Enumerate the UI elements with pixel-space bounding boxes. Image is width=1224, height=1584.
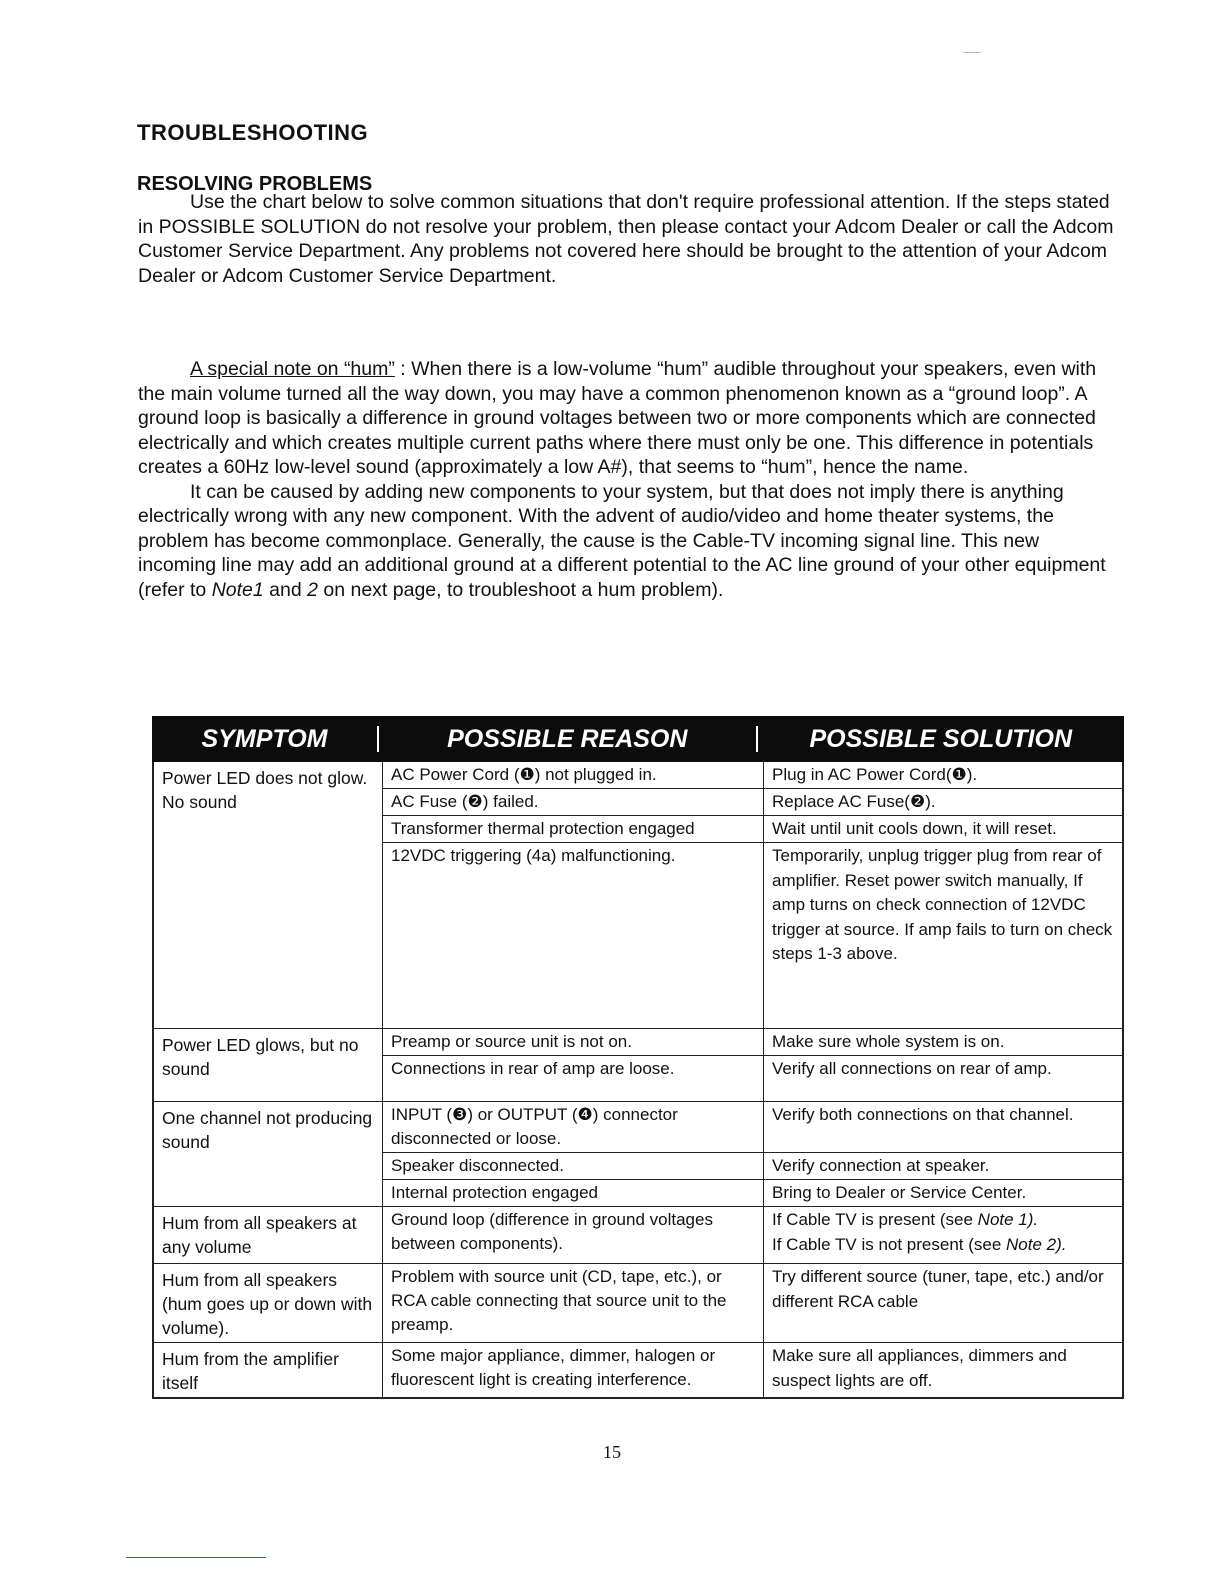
note-1-ref: Note 1). (977, 1210, 1039, 1229)
symptom-cell: One channel not producing sound (154, 1102, 383, 1206)
table-body (152, 762, 1124, 1399)
solution-cell: Bring to Dealer or Service Center. (772, 1183, 1027, 1202)
table-row (154, 1206, 1122, 1263)
header-symptom: SYMPTOM (201, 724, 328, 753)
symptom-cell: Hum from all speakers (hum goes up or down with volume). (154, 1264, 383, 1342)
note-2-ref: Note 2). (1006, 1234, 1067, 1254)
reason-cell: Speaker disconnected. (383, 1153, 764, 1179)
solution-cell: If Cable TV is present (see Note 1). If Cable TV is not present (see Note 2). (772, 1210, 1067, 1254)
intro-text: Use the chart below to solve common situations that don't require professional attention. If the steps stated in POSSIBLE SOLUTION do not resolve your problem, then please contact your Adcom Dealer or call the Adcom Customer Service Department. Any problems not covered here should be brought to the attention of your Adcom Dealer or Adcom Customer Service Department. (138, 191, 1114, 287)
solution-cell: Try different source (tuner, tape, etc.) and/or different RCA cable (772, 1267, 1104, 1311)
solution-cell: Plug in AC Power Cord(❶). (772, 765, 978, 784)
reason-cell: Preamp or source unit is not on. (383, 1029, 764, 1055)
hum-note-paragraph-2: It can be caused by adding new components to your system, but that does not imply there is anything electrically wrong with any new component. With the advent of audio/video and home theater systems, the problem has become commonplace. Generally, the cause is the Cable-TV incoming signal line. This new incoming line may add an additional ground at a different potential to the AC line ground of your other equipment (refer to Note1 and 2 on next page, to troubleshoot a hum problem). (138, 480, 1106, 601)
table-row (154, 1342, 1122, 1397)
reason-cell: AC Power Cord (❶) not plugged in. (383, 762, 764, 788)
header-solution: POSSIBLE SOLUTION (809, 724, 1072, 753)
table-row (154, 1263, 1122, 1342)
hum-note-paragraph-1: A special note on “hum” : When there is a low-volume “hum” audible throughout your speakers, even with the main volume turned all the way down, you may have a common phenomenon known as a “ground loop”. A ground loop is basically a difference in ground voltages between two or more components which are connected electrically and which creates multiple current paths where there must only be one. This difference in potentials creates a 60Hz low-level sound (approximately a low A#), that seems to “hum”, hence the name. (138, 358, 1097, 478)
symptom-cell: Hum from all speakers at any volume (154, 1207, 383, 1263)
solution-cell: Verify all connections on rear of amp. (772, 1059, 1052, 1078)
reason-cell: Problem with source unit (CD, tape, etc.), or RCA cable connecting that source unit to the preamp. (383, 1264, 764, 1342)
reason-cell: INPUT (❸) or OUTPUT (❹) connector disconnected or loose. (383, 1102, 764, 1152)
header-reason: POSSIBLE REASON (447, 724, 688, 753)
hum-note-text-1: When there is a low-volume “hum” audible throughout your speakers, even with the main volume turned all the way down, you may have a common phenomenon known as a “ground loop”. A ground loop is basically a difference in ground voltages between two or more components which are connected electrically and which creates multiple current paths where there must only be one. This difference in potentials creates a 60Hz low-level sound (approximately a low A#), that seems to “hum”, hence the name. (138, 358, 1097, 478)
solution-cell: Make sure all appliances, dimmers and suspect lights are off. (772, 1346, 1067, 1390)
symptom-cell: Power LED glows, but no sound (154, 1029, 383, 1101)
note-2-ref: 2 (307, 578, 318, 601)
table-row (154, 1028, 1122, 1101)
scan-mark (963, 52, 981, 53)
solution-cell: Temporarily, unplug trigger plug from rear of amplifier. Reset power switch manually, If amp turns on check connection of 12VDC trigger at source. If amp fails to turn on check steps 1-3 above. (772, 846, 1113, 963)
footer-rule (126, 1557, 266, 1558)
section-heading: RESOLVING PROBLEMS (137, 173, 373, 195)
intro-paragraph (138, 190, 1118, 288)
solution-cell: Verify connection at speaker. (772, 1156, 990, 1175)
hum-note-label: A special note on “hum” (190, 358, 395, 380)
solution-cell: Make sure whole system is on. (772, 1032, 1005, 1051)
troubleshooting-table (152, 716, 1124, 1399)
reason-cell: Ground loop (difference in ground voltages between components). (383, 1207, 764, 1263)
reason-cell: Internal protection engaged (383, 1180, 764, 1207)
note-1-ref: Note1 (211, 578, 264, 601)
hum-note-section (138, 357, 1118, 602)
solution-cell: Replace AC Fuse(❷). (772, 792, 936, 811)
reason-cell: Connections in rear of amp are loose. (383, 1056, 764, 1101)
table-row (154, 1101, 1122, 1206)
solution-cell: Verify both connections on that channel. (772, 1105, 1074, 1124)
reason-cell: AC Fuse (❷) failed. (383, 789, 764, 815)
page-number: 15 (603, 1442, 621, 1462)
symptom-cell: Hum from the amplifier itself (154, 1343, 383, 1397)
table-header (152, 716, 1124, 762)
symptom-cell: Power LED does not glow. No sound (154, 762, 383, 1028)
page-heading: TROUBLESHOOTING (137, 120, 369, 145)
table-row (154, 762, 1122, 1028)
solution-cell: Wait until unit cools down, it will reset. (772, 819, 1057, 838)
reason-cell: Transformer thermal protection engaged (383, 816, 764, 842)
reason-cell: 12VDC triggering (4a) malfunctioning. (383, 843, 764, 1028)
reason-cell: Some major appliance, dimmer, halogen or fluorescent light is creating interference. (383, 1343, 764, 1397)
